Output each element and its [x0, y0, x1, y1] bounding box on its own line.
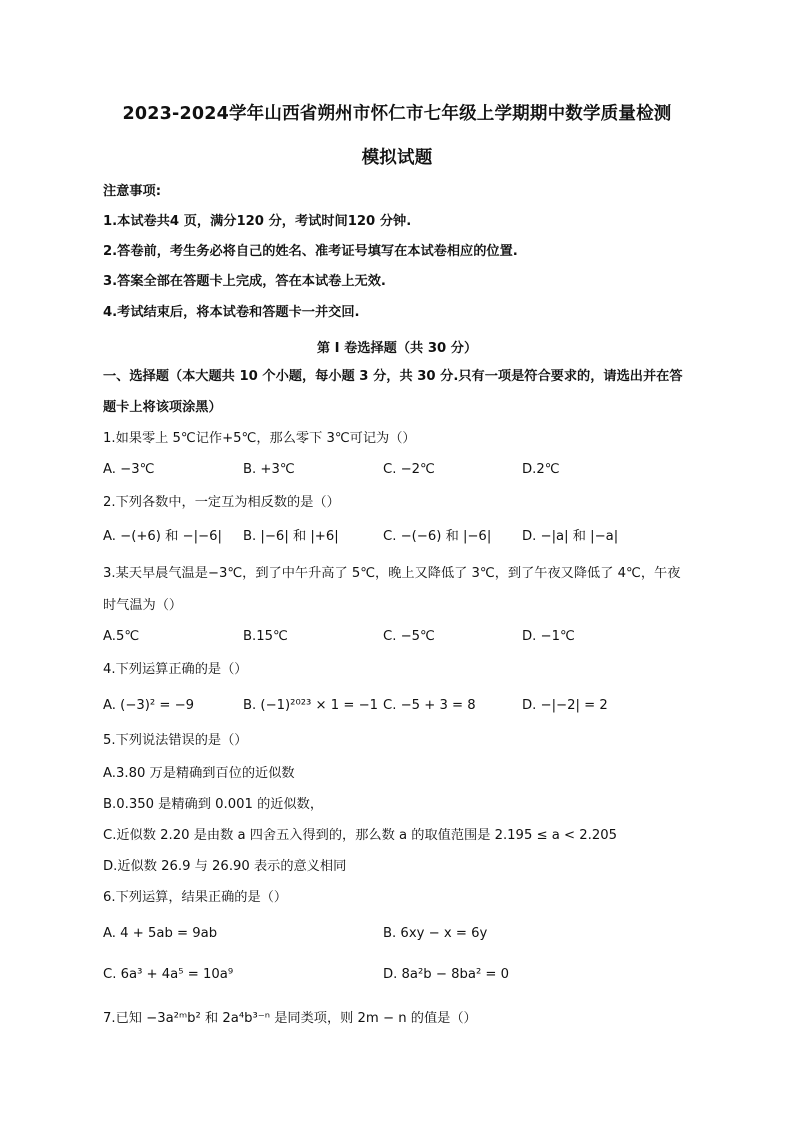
question-7-stem: 7.已知 −3a²ᵐb² 和 2a⁴b³⁻ⁿ 是同类项，则 2m − n 的值是（） — [103, 1011, 477, 1026]
notice-item-4: 4.考试结束后，将本试卷和答题卡一并交回. — [103, 305, 360, 320]
notice-item-3: 3.答案全部在答题卡上完成，答在本试卷上无效. — [103, 274, 386, 289]
question-6-option-a: A. 4 + 5ab = 9ab — [103, 926, 218, 941]
question-1-option-a: A. −3℃ — [103, 462, 155, 477]
question-4-option-d: D. −|−2| = 2 — [522, 698, 608, 713]
page-title: 2023-2024学年山西省朔州市怀仁市七年级上学期期中数学质量检测 — [122, 104, 672, 124]
notice-heading: 注意事项: — [103, 184, 162, 199]
question-6-option-c: C. 6a³ + 4a⁵ = 10a⁹ — [103, 967, 234, 982]
question-1-option-d: D.2℃ — [522, 462, 560, 477]
question-2-option-d: D. −|a| 和 |−a| — [522, 529, 619, 544]
question-1-stem: 1.如果零上 5℃记作+5℃，那么零下 3℃可记为（） — [103, 431, 416, 446]
question-4-stem: 4.下列运算正确的是（） — [103, 662, 248, 677]
section-intro-line1: 一、选择题（本大题共 10 个小题，每小题 3 分，共 30 分.只有一项是符合要求的，请选出并在答 — [103, 369, 683, 384]
question-3-stem-line2: 时气温为（） — [103, 598, 183, 613]
question-5-stem: 5.下列说法错误的是（） — [103, 733, 248, 748]
section-intro-line2: 题卡上将该项涂黑） — [103, 400, 222, 415]
question-4-option-b: B. (−1)²⁰²³ × 1 = −1 — [243, 698, 379, 713]
question-5-option-a: A.3.80 万是精确到百位的近似数 — [103, 766, 295, 781]
question-1-option-b: B. +3℃ — [243, 462, 295, 477]
page-subtitle: 模拟试题 — [361, 148, 433, 168]
notice-item-2: 2.答卷前，考生务必将自己的姓名、准考证号填写在本试卷相应的位置. — [103, 244, 518, 259]
question-5-option-c: C.近似数 2.20 是由数 a 四舍五入得到的，那么数 a 的取值范围是 2.195 ≤ a < 2.205 — [103, 828, 618, 843]
question-3-option-c: C. −5℃ — [383, 629, 435, 644]
question-3-option-a: A.5℃ — [103, 629, 140, 644]
question-2-option-b: B. |−6| 和 |+6| — [243, 529, 339, 544]
question-3-option-b: B.15℃ — [243, 629, 288, 644]
question-2-stem: 2.下列各数中，一定互为相反数的是（） — [103, 495, 340, 510]
question-2-option-a: A. −(+6) 和 −|−6| — [103, 529, 222, 544]
notice-item-1: 1.本试卷共4 页，满分120 分，考试时间120 分钟. — [103, 214, 412, 229]
question-1-option-c: C. −2℃ — [383, 462, 435, 477]
question-5-option-d: D.近似数 26.9 与 26.90 表示的意义相同 — [103, 859, 347, 874]
question-3-option-d: D. −1℃ — [522, 629, 575, 644]
question-6-option-d: D. 8a²b − 8ba² = 0 — [383, 967, 510, 982]
question-4-option-a: A. (−3)² = −9 — [103, 698, 195, 713]
question-6-option-b: B. 6xy − x = 6y — [383, 926, 488, 941]
question-4-option-c: C. −5 + 3 = 8 — [383, 698, 476, 713]
question-5-option-b: B.0.350 是精确到 0.001 的近似数， — [103, 797, 324, 812]
question-3-stem-line1: 3.某天早晨气温是−3℃，到了中午升高了 5℃，晚上又降低了 3℃，到了午夜又降低了 4℃，午夜 — [103, 566, 681, 581]
question-2-option-c: C. −(−6) 和 |−6| — [383, 529, 492, 544]
question-6-stem: 6.下列运算，结果正确的是（） — [103, 890, 288, 905]
section-title: 第 I 卷选择题（共 30 分） — [316, 341, 478, 356]
